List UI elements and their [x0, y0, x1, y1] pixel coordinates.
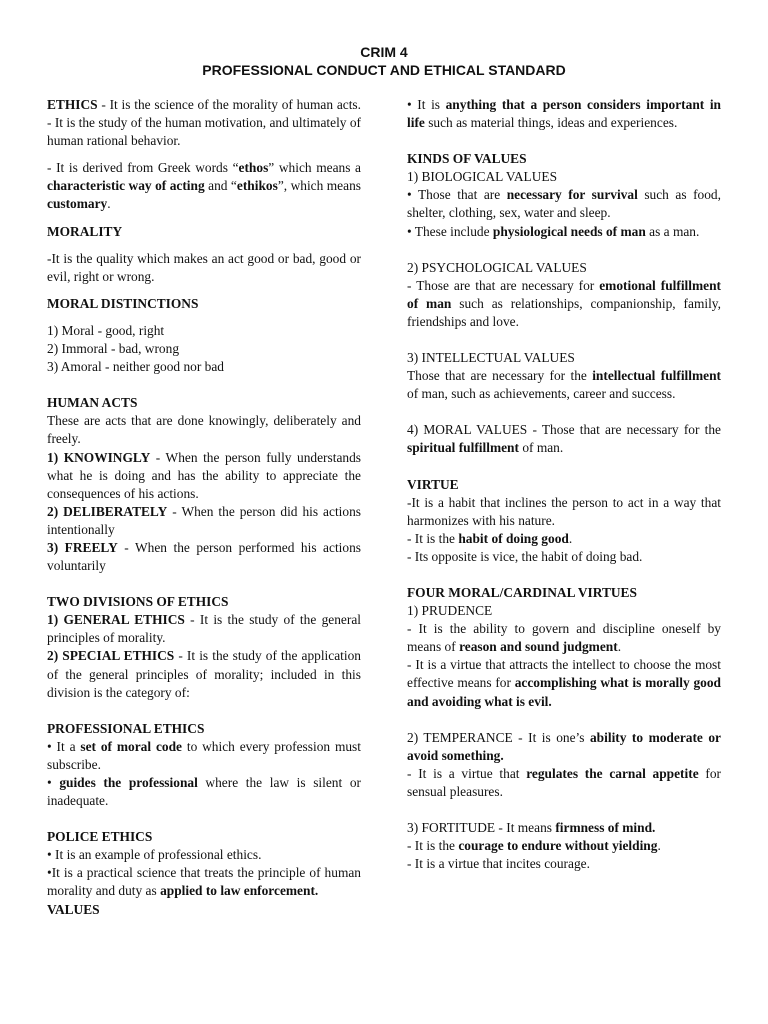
prudence-text: - It is the ability to govern and discipline oneself by means of reason and sound judgment.: [407, 621, 721, 655]
ethics-origin: - It is derived from Greek words “ethos” which means a characteristic way of acting and “ethikos”, which means customary.: [47, 160, 361, 212]
values-heading: VALUES: [47, 901, 100, 917]
course-code: CRIM 4: [360, 44, 408, 60]
general-ethics-item: 1) GENERAL ETHICS - It is the study of the general principles of morality.: [47, 612, 361, 646]
virtue-text: - It is the habit of doing good.: [407, 530, 573, 546]
knowingly-item: 1) KNOWINGLY - When the person fully understands what he is doing and has the ability to appreciate the consequences of his actions.: [47, 449, 361, 501]
intellectual-text: Those that are necessary for the intellectual fulfillment of man, such as achievements, career and success.: [407, 368, 721, 402]
intellectual-values-title: 3) INTELLECTUAL VALUES: [407, 350, 575, 366]
list-item: 1) Moral - good, right: [47, 322, 165, 338]
morality-heading: MORALITY: [47, 223, 123, 239]
virtue-text: - Its opposite is vice, the habit of doing bad.: [407, 548, 643, 564]
human-acts-heading: HUMAN ACTS: [47, 395, 138, 411]
biological-bullet: • Those that are necessary for survival such as food, shelter, clothing, sex, water and sleep.: [407, 187, 721, 221]
psychological-values-title: 2) PSYCHOLOGICAL VALUES: [407, 259, 587, 275]
list-item: 2) Immoral - bad, wrong: [47, 341, 180, 357]
temperance-text: - It is a virtue that regulates the carnal appetite for sensual pleasures.: [407, 765, 721, 799]
police-bullet: • It is an example of professional ethics.: [47, 847, 262, 863]
professional-bullet: • It a set of moral code to which every profession must subscribe.: [47, 738, 361, 772]
moral-distinctions-heading: MORAL DISTINCTIONS: [47, 295, 199, 311]
list-item: 3) Amoral - neither good nor bad: [47, 359, 225, 375]
ethics-term: ETHICS: [47, 97, 98, 112]
right-column: [407, 96, 721, 873]
fortitude-text: 3) FORTITUDE - It means firmness of mind.: [407, 820, 656, 835]
morality-text: -It is the quality which makes an act good or bad, good or evil, right or wrong.: [47, 250, 361, 284]
fortitude-text: - It is a virtue that incites courage.: [407, 856, 590, 872]
values-bullet: • It is anything that a person considers important in life such as material things, ideas and experiences.: [407, 97, 722, 131]
police-ethics-heading: POLICE ETHICS: [47, 829, 153, 845]
virtue-text: -It is a habit that inclines the person to act in a way that harmonizes with his nature.: [407, 494, 721, 528]
cardinal-virtues-heading: FOUR MORAL/CARDINAL VIRTUES: [407, 584, 637, 600]
psychological-text: - Those are that are necessary for emotional fulfillment of man such as relationships, companionship, family, friendships and love.: [407, 277, 721, 329]
police-bullet: •It is a practical science that treats the principle of human morality and duty as applied to law enforcement.: [47, 865, 361, 899]
deliberately-item: 2) DELIBERATELY - When the person did his actions intentionally: [47, 503, 361, 537]
special-ethics-item: 2) SPECIAL ETHICS - It is the study of the application of the general principles of morality; included in this division is the category of:: [47, 648, 361, 700]
fortitude-text: - It is the courage to endure without yielding.: [407, 838, 661, 854]
moral-values-text: 4) MORAL VALUES - Those that are necessary for the spiritual fulfillment of man.: [407, 422, 721, 456]
temperance-text: 2) TEMPERANCE - It is one’s ability to moderate or avoid something.: [407, 729, 721, 763]
biological-bullet: • These include physiological needs of man as a man.: [407, 223, 700, 239]
professional-ethics-heading: PROFESSIONAL ETHICS: [47, 720, 205, 736]
freely-item: 3) FREELY - When the person performed his actions voluntarily: [47, 539, 361, 574]
biological-values-title: 1) BIOLOGICAL VALUES: [407, 169, 558, 185]
divisions-heading: TWO DIVISIONS OF ETHICS: [47, 594, 229, 610]
human-acts-intro: These are acts that are done knowingly, deliberately and freely.: [47, 413, 361, 447]
page-title: PROFESSIONAL CONDUCT AND ETHICAL STANDARD: [202, 62, 566, 78]
virtue-heading: VIRTUE: [407, 476, 459, 492]
prudence-title: 1) PRUDENCE: [407, 603, 493, 619]
professional-bullet: • guides the professional where the law is silent or inadequate.: [47, 775, 361, 809]
ethics-definition: ETHICS - It is the science of the morality of human acts. - It is the study of the human motivation, and ultimately of human rational behavior.: [47, 97, 361, 149]
prudence-text: - It is a virtue that attracts the intellect to choose the most effective means for accomplishing what is morally good and avoiding what is evil.: [407, 657, 721, 709]
kinds-of-values-heading: KINDS OF VALUES: [407, 151, 527, 167]
left-column: [47, 96, 361, 919]
